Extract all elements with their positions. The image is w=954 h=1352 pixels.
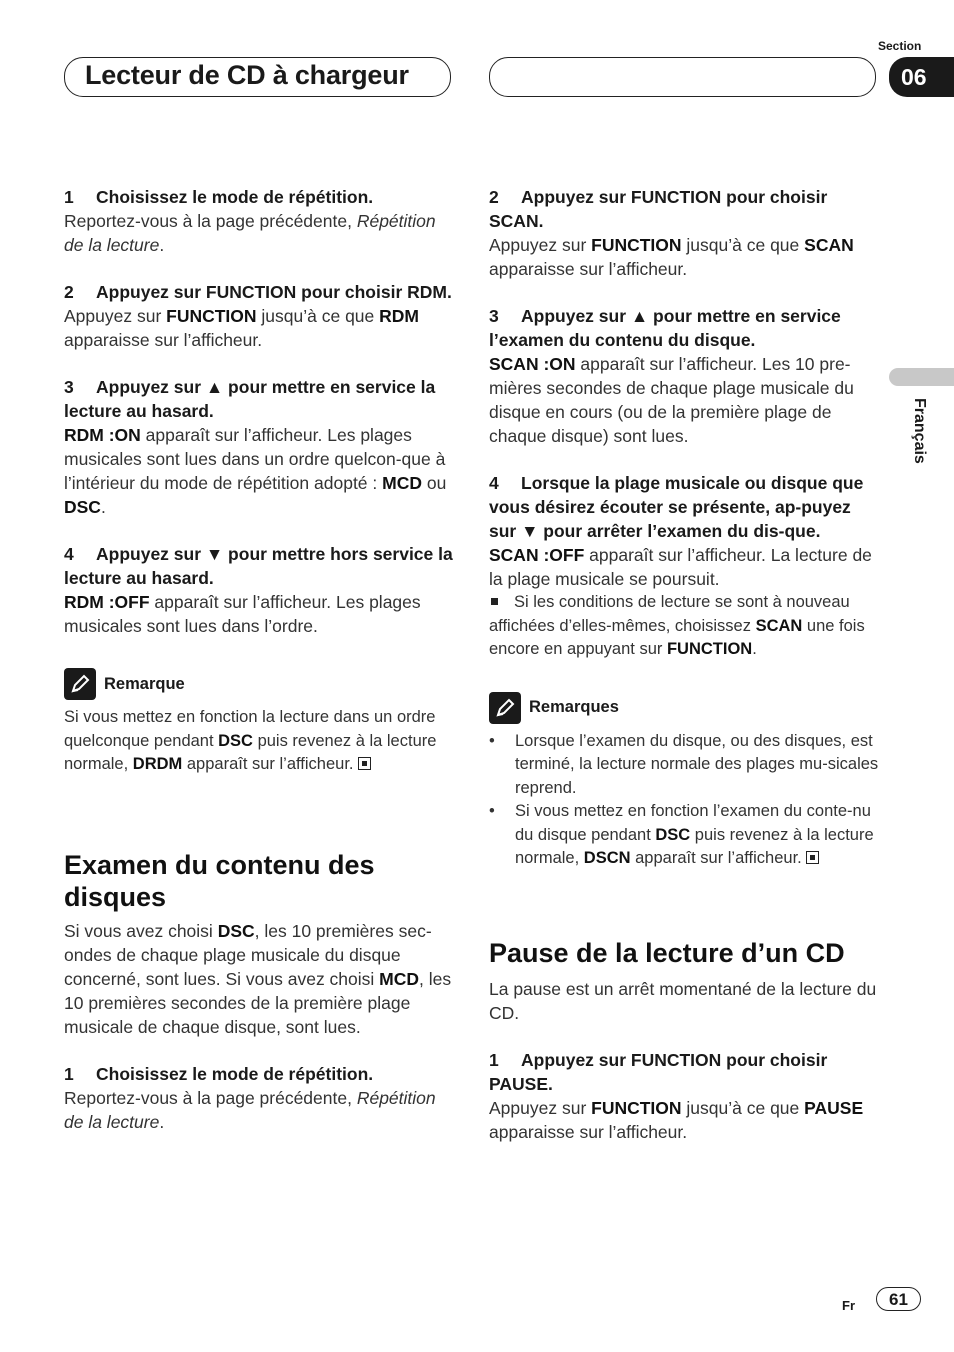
step-scan-2 xyxy=(489,185,879,233)
step-heading: Appuyez sur ▲ pour mettre en service l’examen du contenu du disque. xyxy=(489,306,841,350)
step-3-body: RDM :ON apparaît sur l’afficheur. Les plages musicales sont lues dans un ordre quelcon-que à l’intérieur du mode de répétition adopté : MCD ou DSC. xyxy=(64,425,447,517)
title-pill xyxy=(64,57,451,97)
step-3 xyxy=(64,375,454,423)
bullet-icon: • xyxy=(489,731,495,750)
step-heading: Appuyez sur FUNCTION pour choisir RDM. xyxy=(96,282,452,302)
step-2 xyxy=(64,280,454,304)
step-number: 4 xyxy=(64,544,74,564)
notes-header xyxy=(489,692,879,724)
step-heading: Choisissez le mode de répétition. xyxy=(96,1063,374,1084)
notes-title: Remarques xyxy=(529,698,619,716)
step-number: 1 xyxy=(64,187,74,207)
step-scan-2-body: Appuyez sur FUNCTION jusqu’à ce que SCAN apparaisse sur l’afficheur. xyxy=(489,235,854,279)
step-scan-3-body: SCAN :ON apparaît sur l’afficheur. Les 10 pre-mières secondes de chaque plage musicale du disque en cours (ou de la première plage de chaque disque) sont lues. xyxy=(489,354,854,446)
scan-intro: Si vous avez choisi DSC, les 10 premières sec-ondes de chaque plage musicale du disque concerné, sont lues. Si vous avez choisi MCD, les 10 premières secondes de la première plage musicale de chaque disque, sont lues. xyxy=(64,920,452,1037)
step-pause-1-body: Appuyez sur FUNCTION jusqu’à ce que PAUSE apparaisse sur l’afficheur. xyxy=(489,1097,864,1142)
step-4 xyxy=(64,542,454,590)
left-column xyxy=(64,185,454,1134)
step-scan-1-body: Reportez-vous à la page précédente, Répétition de la lecture. xyxy=(64,1087,436,1132)
section-heading-scan: Examen du contenu des disques xyxy=(64,849,375,912)
step-2-body: Appuyez sur FUNCTION jusqu’à ce que RDM apparaisse sur l’afficheur. xyxy=(64,306,419,350)
step-number: 1 xyxy=(64,1063,74,1084)
bullet-icon: • xyxy=(489,802,495,820)
step-4-body: RDM :OFF apparaît sur l’afficheur. Les plages musicales sont lues dans l’ordre. xyxy=(64,592,421,636)
note-header xyxy=(64,668,454,700)
step-number: 4 xyxy=(489,473,499,493)
step-scan-3 xyxy=(489,304,879,352)
step-number: 2 xyxy=(489,187,499,207)
step-scan-4-body: SCAN :OFF apparaît sur l’afficheur. La lecture de la plage musicale se poursuit. xyxy=(489,545,872,589)
note-item: • Lorsque l’examen du disque, ou des disques, est terminé, la lecture normale des plages mu-sicales reprend. xyxy=(489,731,879,797)
step-number: 3 xyxy=(64,377,74,397)
footer-language: Fr xyxy=(842,1298,855,1313)
step-1-body: Reportez-vous à la page précédente, Répétition de la lecture. xyxy=(64,211,436,255)
end-mark-icon xyxy=(806,851,819,864)
step-number: 1 xyxy=(489,1049,499,1070)
page-title: Lecteur de CD à chargeur xyxy=(85,60,409,90)
language-label: Français xyxy=(911,398,928,464)
step-scan-1 xyxy=(64,1062,454,1086)
end-mark-icon xyxy=(358,757,371,770)
step-heading: Appuyez sur FUNCTION pour choisir SCAN. xyxy=(489,187,828,231)
section-label: Section xyxy=(878,39,922,53)
step-pause-1 xyxy=(489,1048,879,1096)
step-number: 3 xyxy=(489,306,499,326)
step-heading: Appuyez sur ▲ pour mettre en service la lecture au hasard. xyxy=(64,377,436,421)
step-scan-4-tip: Si les conditions de lecture se sont à nouveau affichées d’elles-mêmes, choisissez SCAN une fois encore en appuyant sur FUNCTION. xyxy=(489,593,865,658)
step-heading: Appuyez sur FUNCTION pour choisir PAUSE. xyxy=(489,1049,828,1094)
blank-header-pill xyxy=(489,57,876,97)
pause-intro: La pause est un arrêt momentané de la lecture du CD. xyxy=(489,978,877,1023)
page-number: 61 xyxy=(876,1287,921,1311)
pencil-note-icon xyxy=(64,668,96,700)
note-body: Si vous mettez en fonction la lecture dans un ordre quelconque pendant DSC puis revenez à la lecture normale, DRDM apparaît sur l’afficheur. xyxy=(64,708,437,773)
step-heading: Choisissez le mode de répétition. xyxy=(96,187,374,207)
step-heading: Appuyez sur ▼ pour mettre hors service la lecture au hasard. xyxy=(64,544,453,588)
language-tab-marker xyxy=(889,368,954,386)
square-bullet-icon xyxy=(491,598,498,605)
step-1 xyxy=(64,185,454,209)
step-scan-4 xyxy=(489,471,879,543)
note-item: • Si vous mettez en fonction l’examen du conte-nu du disque pendant DSC puis revenez à la lecture normale, DSCN apparaît sur l’afficheur. xyxy=(489,802,874,867)
right-column xyxy=(489,185,879,1144)
step-heading: Lorsque la plage musicale ou disque que vous désirez écouter se présente, ap-puyez sur ▼ pour arrêter l’examen du dis-que. xyxy=(489,473,864,541)
step-number: 2 xyxy=(64,282,74,302)
section-number-badge: 06 xyxy=(889,57,954,97)
pencil-note-icon xyxy=(489,692,521,724)
note-title: Remarque xyxy=(104,674,185,693)
section-heading-pause: Pause de la lecture d’un CD xyxy=(489,937,845,968)
